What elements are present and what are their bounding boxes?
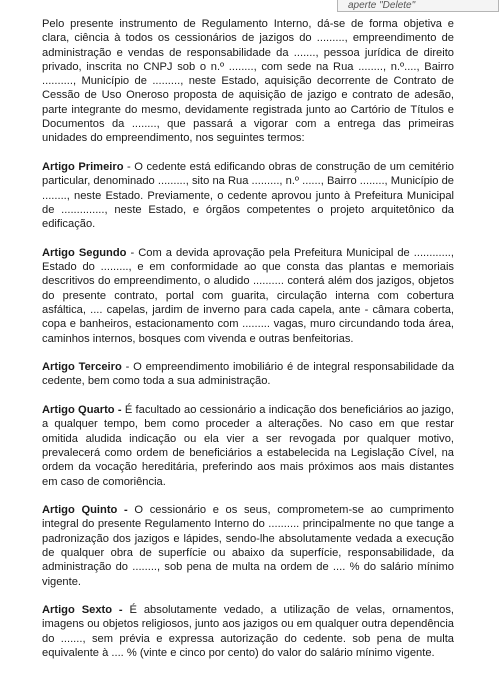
intro-paragraph: Pelo presente instrumento de Regulamento Interno, dá-se de forma objetiva e clara, ciência à todos os cessionários de jazigos do ........., empreendimento de administração e vendas de responsabilidade da ......., pessoa jurídica de direito privado, inscrita no CNPJ sob o n.º ........, com sede na Rua ........, n.º...., Bairro .........., Município de ........., neste Estado, aquisição decorrente de Contrato de Cessão de Uso Oneroso proposta de aquisição de jazigo e contrato de adesão, parte integrante do mesmo, devidamente registrada junto ao Cartório de Títulos e Documentos da ........, que passará a vigorar com a entrega das primeiras unidades do empreendimento, nos seguintes termos:: [42, 18, 454, 145]
article-5-title: Artigo Quinto: [42, 504, 118, 517]
article-3-sep: -: [121, 361, 134, 374]
article-2-title: Artigo Segundo: [42, 246, 127, 259]
article-6-title: Artigo Sexto: [42, 604, 113, 617]
document-body: [42, 17, 454, 675]
article-4-sep: -: [114, 404, 125, 417]
article-2-text: Com a devida aprovação pela Prefeitura Municipal de ............, Estado do ........., e em conformidade ao que consta das plantas e memoriais descritivos do empreendimento, o aludido .......... conterá além dos jazigos, objetos do presente contrato, portal com guarita, circulação interna com cobertura asfáltica, .... capelas, jardim de inverno para cada capela, ante - câmara coberta, copa e banheiros, estacionamento com ......... vagas, muro circundando toda área, caminhos internos, bosques com vivenda e outras benfeitorias.: [42, 246, 454, 345]
article-6: [42, 603, 454, 660]
article-1-title: Artigo Primeiro: [42, 160, 124, 173]
article-1-sep: -: [123, 160, 135, 173]
article-4: [42, 403, 454, 489]
article-6-text: É absolutamente vedado, a utilização de velas, ornamentos, imagens ou objetos religiosos, junto aos jazigos ou em qualquer outra dependência do ......., sem prévia e expressa autorização do cedente. sob pena de multa equivalente à .... % (vinte e cinco por cento) do valor do salário mínimo vigente.: [42, 604, 454, 660]
article-1-text: O cedente está edificando obras de construção de um cemitério particular, denominado ........., sito na Rua ........., n.º ......, Bairro ........, Município de ........, neste Estado. Previamente, o cedente aprovou junto à Prefeitura Municipal de .............., neste Estado, e órgãos competentes o projeto arquitetônico da edificação.: [42, 160, 454, 231]
article-4-title: Artigo Quarto: [42, 404, 115, 417]
article-4-text: É facultado ao cessionário a indicação dos beneficiários ao jazigo, a qualquer tempo, bem como proceder a alterações. No caso em que restar omitida aludida indicação ou ela vier a ser revogada por qualquer motivo, prevalecerá como ordem de beneficiários a estabelecida na Legislação Cível, na ordem da vocação hereditária, preferindo aos mais próximos aos mais distantes em caso de comoriência.: [42, 404, 454, 488]
article-3-text: O empreendimento imobiliário é de integral responsabilidade da cedente, bem como toda a sua administração.: [42, 361, 455, 388]
article-3-title: Artigo Terceiro: [42, 361, 122, 374]
article-5-text: O cessionário e os seus, comprometem-se ao cumprimento integral do presente Regulamento Interno do .......... principalmente no que tange a padronização dos jazigos e lápides, sendo-lhe absolutamente vedada a execução de qualquer obra de superfície ou abaixo da superfície, responsabilidade, da administração do ........, sob pena de multa na ordem de .... % do salário mínimo vigente.: [42, 504, 455, 588]
delete-hint-tag: aperte "Delete": [337, 0, 499, 12]
article-5-sep: -: [117, 504, 135, 517]
article-1: [42, 160, 454, 231]
article-2-sep: -: [126, 246, 139, 259]
article-3: [42, 360, 454, 389]
article-6-sep: -: [112, 604, 130, 617]
article-2: [42, 246, 454, 346]
article-5: [42, 503, 454, 589]
